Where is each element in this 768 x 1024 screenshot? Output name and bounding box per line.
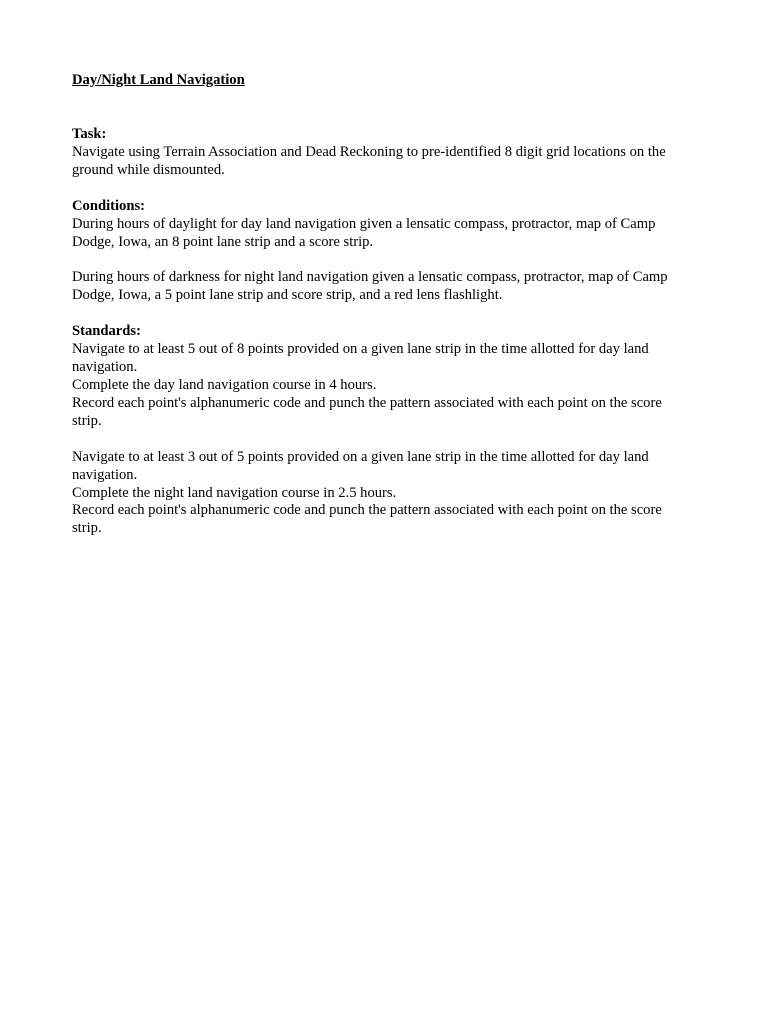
task-heading: Task: bbox=[72, 126, 107, 142]
standards-night-line: Navigate to at least 3 out of 5 points provided on a given lane strip in the time allotted for day land navigation. bbox=[72, 448, 649, 483]
conditions-day-text: During hours of daylight for day land navigation given a lensatic compass, protractor, map of Camp Dodge, Iowa, an 8 point lane strip and a score strip. bbox=[72, 215, 656, 250]
task-section bbox=[72, 126, 692, 180]
standards-night-line: Record each point's alphanumeric code and punch the pattern associated with each point on the score strip. bbox=[72, 502, 662, 537]
document-title: Day/Night Land Navigation bbox=[72, 72, 245, 88]
conditions-section bbox=[72, 198, 692, 306]
task-text: Navigate using Terrain Association and Dead Reckoning to pre-identified 8 digit grid locations on the ground while dismounted. bbox=[72, 143, 666, 178]
standards-day-line: Record each point's alphanumeric code and punch the pattern associated with each point on the score strip. bbox=[72, 394, 662, 429]
standards-day-line: Complete the day land navigation course in 4 hours. bbox=[72, 376, 377, 393]
standards-section bbox=[72, 323, 692, 538]
conditions-heading: Conditions: bbox=[72, 197, 145, 214]
spacer bbox=[72, 431, 692, 449]
document-page bbox=[72, 72, 692, 538]
standards-day-line: Navigate to at least 5 out of 8 points provided on a given lane strip in the time allotted for day land navigation. bbox=[72, 341, 649, 376]
spacer bbox=[72, 90, 692, 126]
conditions-night-text: During hours of darkness for night land navigation given a lensatic compass, protractor, map of Camp Dodge, Iowa, a 5 point lane strip and score strip, and a red lens flashlight. bbox=[72, 269, 668, 304]
standards-heading: Standards: bbox=[72, 323, 141, 340]
spacer bbox=[72, 305, 692, 323]
spacer bbox=[72, 180, 692, 198]
standards-night-line: Complete the night land navigation course in 2.5 hours. bbox=[72, 484, 397, 501]
spacer bbox=[72, 251, 692, 269]
